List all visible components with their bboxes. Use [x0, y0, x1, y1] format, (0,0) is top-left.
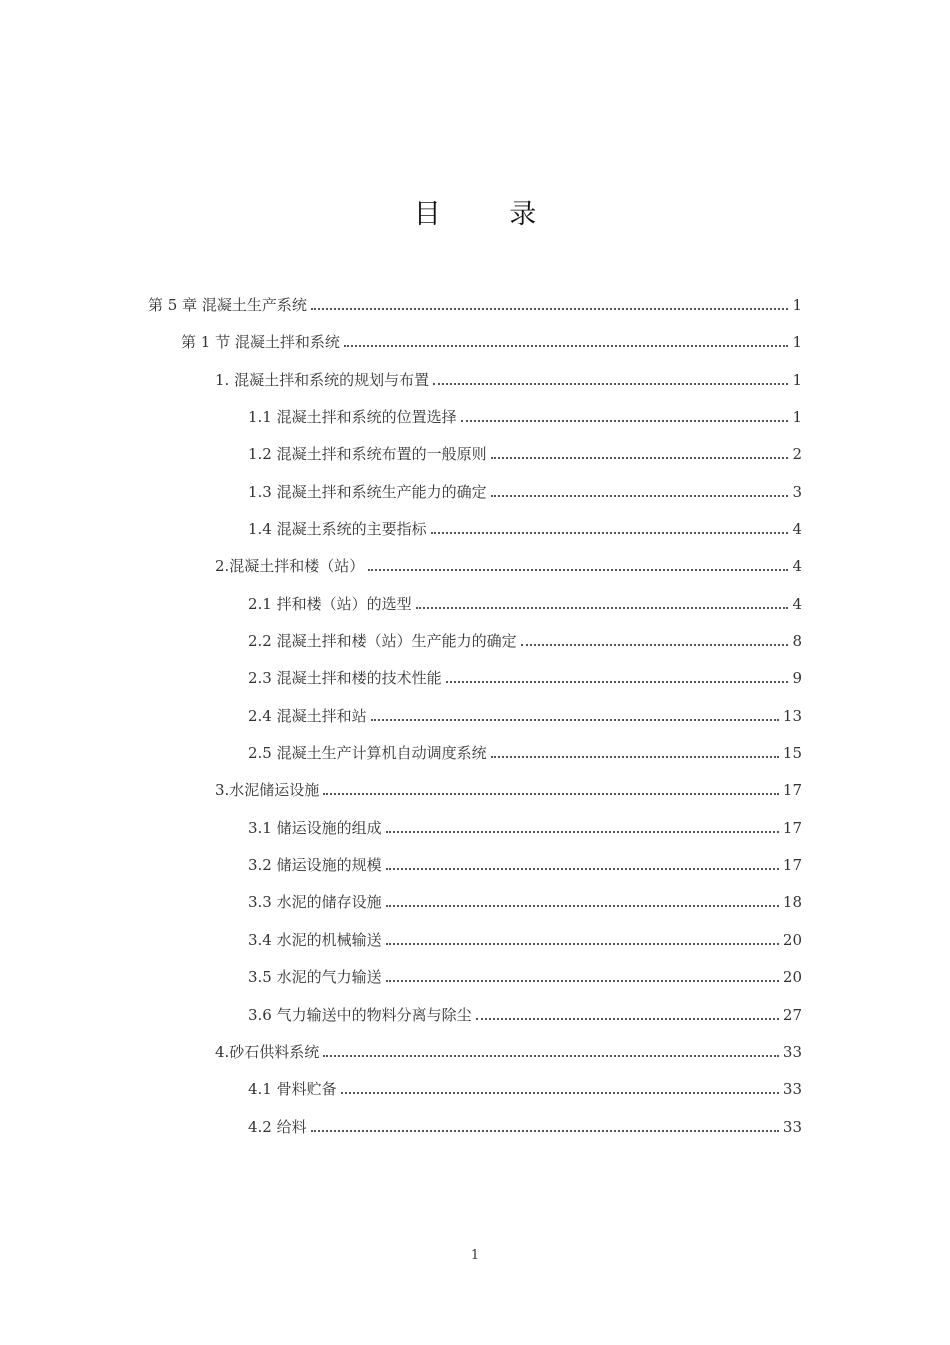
toc-entry-label: 4.砂石供料系统 — [215, 1043, 320, 1061]
toc-entry-label: 第 1 节 混凝土拌和系统 — [181, 333, 340, 351]
toc-entry-label: 1.3 混凝土拌和系统生产能力的确定 — [248, 483, 487, 501]
toc-entry-page: 17 — [782, 781, 802, 799]
toc-entry-page: 8 — [792, 632, 802, 650]
dot-leader — [341, 1092, 779, 1094]
toc-entry-3-1[interactable] — [248, 815, 802, 839]
dot-leader — [491, 756, 779, 758]
toc-entry-label: 3.1 储运设施的组成 — [248, 819, 382, 837]
toc-entry-page: 1 — [792, 333, 802, 351]
toc-entry-page: 33 — [782, 1118, 802, 1136]
dot-leader — [521, 644, 789, 646]
toc-entry-label: 2.3 混凝土拌和楼的技术性能 — [248, 669, 442, 687]
toc-entry-page: 17 — [782, 856, 802, 874]
toc-entry-page: 15 — [782, 744, 802, 762]
toc-entry-2-4[interactable] — [248, 703, 802, 727]
dot-leader — [476, 1018, 779, 1020]
dot-leader — [446, 681, 789, 683]
toc-entry-label: 2.2 混凝土拌和楼（站）生产能力的确定 — [248, 632, 517, 650]
toc-entry-1-1[interactable] — [248, 404, 802, 428]
toc-entry-label: 3.3 水泥的储存设施 — [248, 893, 382, 911]
toc-entry-label: 3.水泥储运设施 — [215, 781, 320, 799]
toc-entry-3-5[interactable] — [248, 964, 802, 988]
toc-entry-1-3[interactable] — [248, 479, 802, 503]
toc-entry-page: 13 — [782, 707, 802, 725]
toc-entry-label: 3.5 水泥的气力输送 — [248, 968, 382, 986]
toc-entry-section-1[interactable] — [181, 329, 802, 353]
toc-entry-3-4[interactable] — [248, 927, 802, 951]
toc-entry-3-2[interactable] — [248, 852, 802, 876]
toc-entry-label: 第 5 章 混凝土生产系统 — [148, 296, 307, 314]
toc-entry-chapter-5[interactable] — [148, 292, 802, 316]
toc-entry-page: 4 — [792, 557, 802, 575]
dot-leader — [461, 420, 789, 422]
toc-entry-page: 33 — [782, 1043, 802, 1061]
toc-entry-page: 4 — [792, 595, 802, 613]
page-number: 1 — [470, 1248, 480, 1263]
toc-entry-label: 2.混凝土拌和楼（站） — [215, 557, 365, 575]
toc-entry-label: 2.1 拌和楼（站）的选型 — [248, 595, 412, 613]
toc-title: 目 录 — [413, 199, 567, 230]
dot-leader — [433, 383, 788, 385]
toc-entry-2-1[interactable] — [248, 591, 802, 615]
toc-entry-page: 17 — [782, 819, 802, 837]
toc-entry-page: 1 — [792, 296, 802, 314]
dot-leader — [386, 831, 779, 833]
toc-entry-4[interactable] — [215, 1039, 802, 1063]
toc-entry-1-2[interactable] — [248, 441, 802, 465]
toc-entry-page: 1 — [792, 371, 802, 389]
toc-entry-3-3[interactable] — [248, 889, 802, 913]
toc-entry-label: 3.6 气力输送中的物料分离与除尘 — [248, 1006, 472, 1024]
toc-entry-label: 1. 混凝土拌和系统的规划与布置 — [215, 371, 430, 389]
toc-entry-page: 1 — [792, 408, 802, 426]
toc-entry-4-2[interactable] — [248, 1114, 802, 1138]
toc-entry-page: 18 — [782, 893, 802, 911]
toc-entry-label: 2.5 混凝土生产计算机自动调度系统 — [248, 744, 487, 762]
dot-leader — [368, 569, 788, 571]
dot-leader — [416, 607, 789, 609]
toc-entry-label: 2.4 混凝土拌和站 — [248, 707, 367, 725]
dot-leader — [431, 532, 789, 534]
toc-entry-1[interactable] — [215, 367, 802, 391]
toc-entry-3[interactable] — [215, 777, 802, 801]
toc-entry-page: 20 — [782, 968, 802, 986]
toc-entry-label: 1.4 混凝土系统的主要指标 — [248, 520, 427, 538]
toc-entry-label: 1.1 混凝土拌和系统的位置选择 — [248, 408, 457, 426]
toc-entry-label: 4.2 给料 — [248, 1118, 307, 1136]
toc-entry-label: 1.2 混凝土拌和系统布置的一般原则 — [248, 445, 487, 463]
dot-leader — [491, 495, 789, 497]
toc-entry-2-5[interactable] — [248, 740, 802, 764]
dot-leader — [386, 905, 779, 907]
dot-leader — [311, 1130, 779, 1132]
dot-leader — [386, 980, 779, 982]
toc-entry-3-6[interactable] — [248, 1002, 802, 1026]
dot-leader — [386, 868, 779, 870]
toc-entry-1-4[interactable] — [248, 516, 802, 540]
toc-entry-4-1[interactable] — [248, 1076, 802, 1100]
toc-entry-page: 20 — [782, 931, 802, 949]
dot-leader — [311, 308, 789, 310]
dot-leader — [371, 719, 779, 721]
toc-entry-page: 3 — [792, 483, 802, 501]
toc-entry-2-2[interactable] — [248, 628, 802, 652]
toc-entry-label: 3.2 储运设施的规模 — [248, 856, 382, 874]
toc-entry-page: 33 — [782, 1080, 802, 1098]
dot-leader — [323, 793, 779, 795]
dot-leader — [323, 1055, 779, 1057]
toc-entry-page: 9 — [792, 669, 802, 687]
dot-leader — [491, 457, 789, 459]
toc-entry-2[interactable] — [215, 553, 802, 577]
dot-leader — [344, 345, 789, 347]
toc-entry-2-3[interactable] — [248, 665, 802, 689]
toc-entry-page: 27 — [782, 1006, 802, 1024]
toc-entry-label: 4.1 骨料贮备 — [248, 1080, 337, 1098]
toc-entry-label: 3.4 水泥的机械输送 — [248, 931, 382, 949]
toc-entry-page: 2 — [792, 445, 802, 463]
dot-leader — [386, 943, 779, 945]
toc-entry-page: 4 — [792, 520, 802, 538]
